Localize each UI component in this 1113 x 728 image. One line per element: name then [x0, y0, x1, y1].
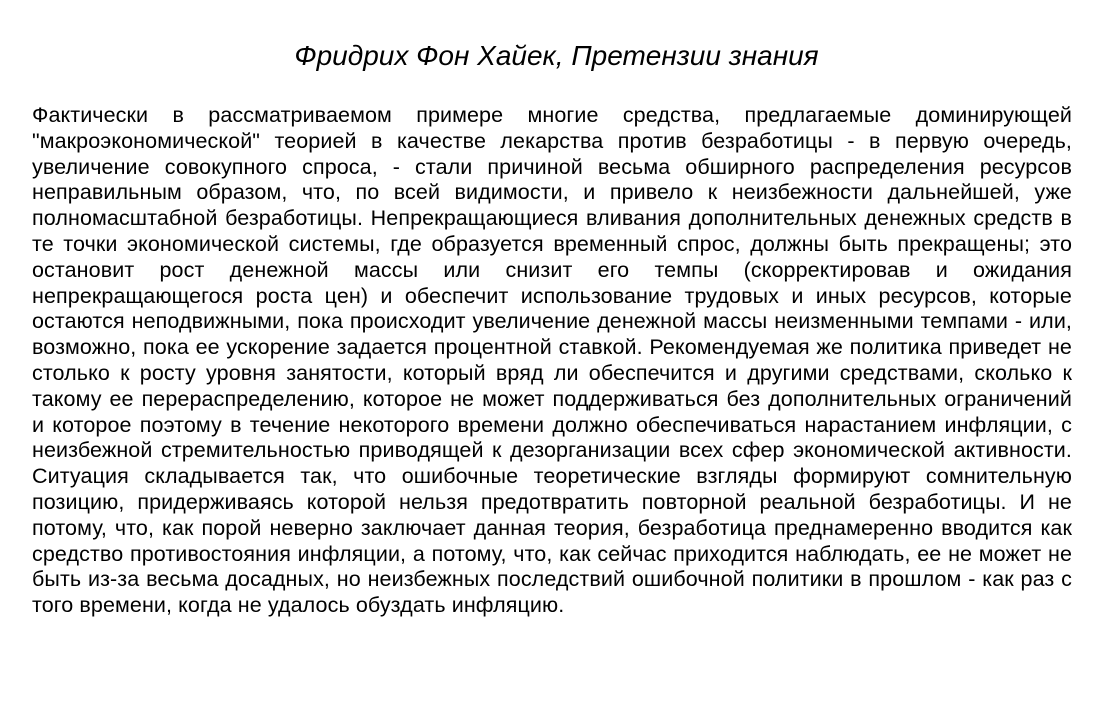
document-body-paragraph: Фактически в рассматриваемом примере многие средства, предлагаемые доминирующей "макроэкономической" теорией в качестве лекарства против безработицы - в первую очередь, увеличение совокупного спроса, - стали причиной весьма обширного распределения ресурсов неправильным образом, что, по всей видимости, и привело к неизбежности дальнейшей, уже полномасштабной безработицы. Непрекращающиеся вливания дополнительных денежных средств в те точки экономической системы, где образуется временный спрос, должны быть прекращены; это остановит рост денежной массы или снизит его темпы (скорректировав и ожидания непрекращающегося роста цен) и обеспечит использование трудовых и иных ресурсов, которые остаются неподвижными, пока происходит увеличение денежной массы неизменными темпами - или, возможно, пока ее ускорение задается процентной ставкой. Рекомендуемая же политика приведет не столько к росту уровня занятости, который вряд ли обеспечится и другими средствами, сколько к такому ее перераспределению, которое не может поддерживаться без дополнительных ограничений и которое поэтому в течение некоторого времени должно обеспечиваться нарастанием инфляции, с неизбежной стремительностью приводящей к дезорганизации всех сфер экономической активности. Ситуация складывается так, что ошибочные теоретические взгляды формируют сомнительную позицию, придерживаясь которой нельзя предотвратить повторной реальной безработицы. И не потому, что, как порой неверно заключает данная теория, безработица преднамеренно вводится как средство противостояния инфляции, а потому, что, как сейчас приходится наблюдать, ее не может не быть из-за весьма досадных, но неизбежных последствий ошибочной политики в прошлом - как раз с того времени, когда не удалось обуздать инфляцию. [32, 103, 1072, 618]
document-title: Фридрих Фон Хайек, Претензии знания [294, 40, 819, 71]
